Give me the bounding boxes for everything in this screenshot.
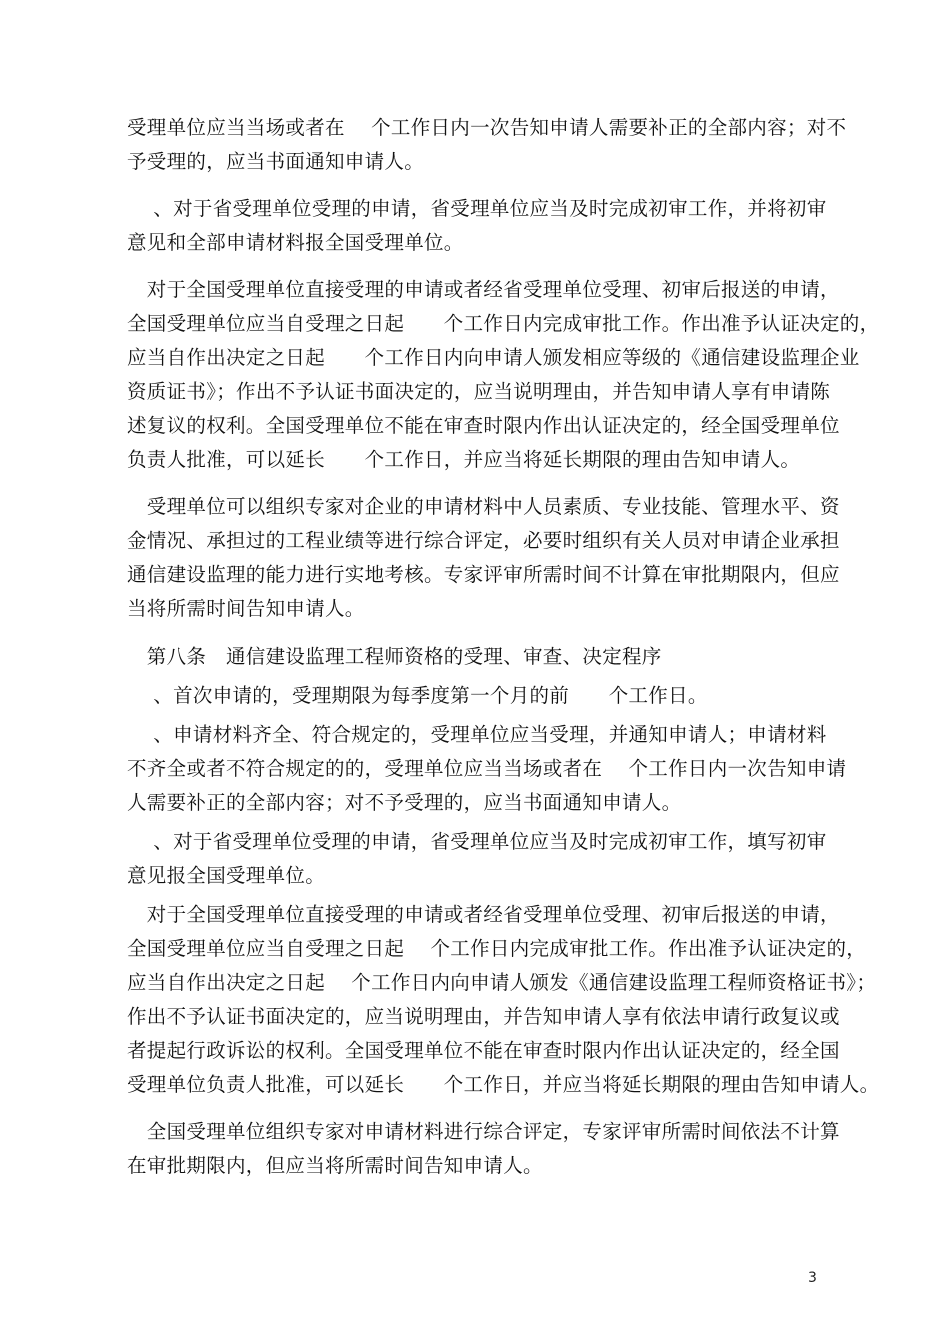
text-line: 对于全国受理单位直接受理的申请或者经省受理单位受理、初审后报送的申请， bbox=[127, 903, 840, 926]
text-line: 述复议的权利。全国受理单位不能在审查时限内作出认证决定的，经全国受理单位 bbox=[127, 414, 840, 437]
text-line: 应当自作出决定之日起 个工作日内向申请人颁发相应等级的《通信建设监理企业 bbox=[127, 346, 860, 369]
text-line: 不齐全或者不符合规定的的，受理单位应当当场或者在 个工作日内一次告知申请 bbox=[127, 757, 847, 780]
text-line: 、首次申请的，受理期限为每季度第一个月的前 个工作日。 bbox=[127, 684, 708, 707]
text-line: 应当自作出决定之日起 个工作日内向申请人颁发《通信建设监理工程师资格证书》； bbox=[127, 971, 877, 994]
text-line: 受理单位可以组织专家对企业的申请材料中人员素质、专业技能、管理水平、资 bbox=[127, 495, 840, 518]
text-line: 资质证书》；作出不予认证书面决定的，应当说明理由，并告知申请人享有申请陈 bbox=[127, 380, 831, 403]
text-line: 全国受理单位应当自受理之日起 个工作日内完成审批工作。作出准予认证决定的， bbox=[127, 312, 880, 335]
text-line: 受理单位应当当场或者在 个工作日内一次告知申请人需要补正的全部内容；对不 bbox=[127, 116, 847, 139]
text-line: 当将所需时间告知申请人。 bbox=[127, 597, 365, 620]
text-line: 作出不予认证书面决定的，应当说明理由，并告知申请人享有依法申请行政复议或 bbox=[127, 1005, 840, 1028]
text-line: 第八条 通信建设监理工程师资格的受理、审查、决定程序 bbox=[127, 645, 662, 668]
text-line: 意见和全部申请材料报全国受理单位。 bbox=[127, 231, 464, 254]
page-number: 3 bbox=[808, 1270, 817, 1286]
text-line: 、申请材料齐全、符合规定的，受理单位应当受理，并通知申请人；申请材料 bbox=[127, 723, 827, 746]
text-line: 全国受理单位组织专家对申请材料进行综合评定，专家评审所需时间依法不计算 bbox=[127, 1120, 840, 1143]
text-line: 受理单位负责人批准，可以延长 个工作日，并应当将延长期限的理由告知申请人。 bbox=[127, 1073, 880, 1096]
text-line: 金情况、承担过的工程业绩等进行综合评定，必要时组织有关人员对申请企业承担 bbox=[127, 529, 840, 552]
text-line: 全国受理单位应当自受理之日起 个工作日内完成审批工作。作出准予认证决定的， bbox=[127, 937, 867, 960]
text-line: 人需要补正的全部内容；对不予受理的，应当书面通知申请人。 bbox=[127, 791, 682, 814]
text-line: 意见报全国受理单位。 bbox=[127, 864, 326, 887]
text-line: 在审批期限内，但应当将所需时间告知申请人。 bbox=[127, 1154, 543, 1177]
text-line: 、对于省受理单位受理的申请，省受理单位应当及时完成初审工作，并将初审 bbox=[127, 197, 827, 220]
text-line: 通信建设监理的能力进行实地考核。专家评审所需时间不计算在审批期限内，但应 bbox=[127, 563, 840, 586]
text-line: 对于全国受理单位直接受理的申请或者经省受理单位受理、初审后报送的申请， bbox=[127, 278, 840, 301]
text-line: 负责人批准，可以延长 个工作日，并应当将延长期限的理由告知申请人。 bbox=[127, 448, 801, 471]
text-line: 、对于省受理单位受理的申请，省受理单位应当及时完成初审工作，填写初审 bbox=[127, 830, 827, 853]
text-line: 者提起行政诉讼的权利。全国受理单位不能在审查时限内作出认证决定的，经全国 bbox=[127, 1039, 840, 1062]
text-line: 予受理的，应当书面通知申请人。 bbox=[127, 150, 425, 173]
